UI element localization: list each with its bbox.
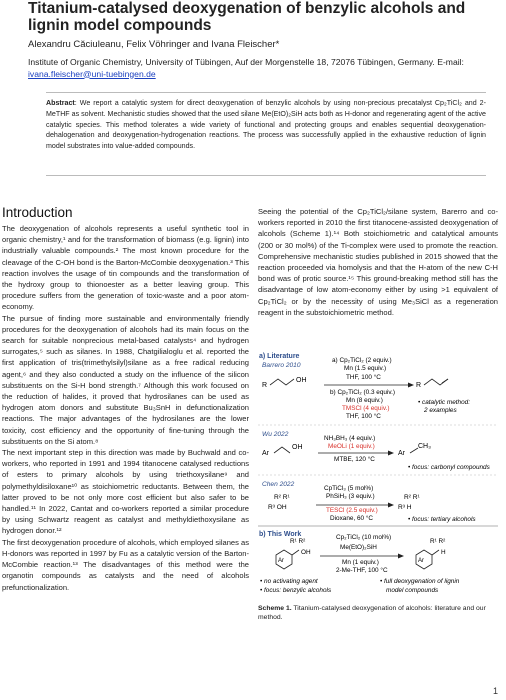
ref-wu: Wu 2022 — [262, 431, 289, 438]
page-number: 1 — [492, 686, 498, 696]
this-work-cond4: 2-Me-THF, 100 °C — [336, 567, 388, 574]
cond-b4: THF, 100 °C — [346, 413, 381, 420]
cond-a1: a) Cp₂TiCl₂ (2 equiv.) — [332, 357, 392, 364]
abstract — [46, 98, 486, 152]
note-benzylic-alcohols: • focus: benzylic alcohols — [260, 587, 332, 594]
this-work-cond3: Mn (1 equiv.) — [342, 559, 379, 566]
wu-prod-Ar: Ar — [398, 450, 405, 457]
author-list: Alexandru Căciuleanu, Felix Vöhringer and Ivana Fleischer* — [28, 39, 280, 50]
paragraph: The first deoxygenation procedure of alcohols, which employed silanes as H-donors was reported in 1997 by Fu as a catalytic version of the Barton-McCombie reaction.¹³ The disadvantages of this method were the organotin compounds as catalysts and the need of alcohols prefunctionalization. — [2, 537, 249, 592]
abstract-text: : We report a catalytic system for direct deoxygenation of benzylic alcohols by using non-precious precatalyst Cp₂TiCl₂ and 2-MeTHF as solvent. Mechanistic studies showed that the used silane Me(EtO)₂SiH acts both as H-donor and regenerating agent of the active catalytic species. This method tolerates a wide variety of functional and protecting groups and enables sequential deoxygenation-dehalogenation and deoxygenation-hydrogenation reactions. The process was successfully applied in the exhaustive reduction of lignin model substrates into value-added compounds. — [46, 99, 486, 151]
chen-note: • focus: tertiary alcohols — [408, 516, 476, 523]
abstract-label: Abstract — [46, 99, 75, 107]
this-work-sub-R: R¹ R² — [290, 538, 306, 545]
ref-chen: Chen 2022 — [262, 481, 295, 488]
abstract-top-rule — [46, 92, 486, 93]
arrow-head — [398, 554, 404, 559]
email-link[interactable]: ivana.fleischer@uni-tuebingen.de — [28, 68, 156, 79]
chen-cond1: CpTiCl₃ (5 mol%) — [324, 485, 374, 492]
scheme-caption — [258, 604, 498, 622]
affiliation-text: Institute of Organic Chemistry, University of Tübingen, Auf der Morgenstelle 18, 72076 Tübingen, Germany. E-mail: — [28, 57, 464, 67]
wu-note: • focus: carbonyl compounds — [408, 464, 490, 471]
ref-barrero: Barrero 2010 — [262, 362, 301, 369]
note-lignin-2: model compounds — [386, 587, 439, 594]
this-work-prod-H: H — [441, 549, 446, 556]
paragraph: The deoxygenation of alcohols represents a useful synthetic tool in organic chemistry,¹ and for the transformation of biomass (e.g. lignin) into industrially valuable compounds.² The most known procedure for the cleavage of the C-OH bond is the Barton-McCombie deoxygenation.³ This reaction involves the usage of tin compounds and the transformation of the hydroxy group to thionoester as a better leaving group. This procedure suffers from the generation of toxic-waste and a poor atom-economy. — [2, 224, 249, 312]
this-work-prod-R: R¹ R² — [430, 538, 446, 545]
paragraph: Seeing the potential of the Cp₂TiCl₂/silane system, Barerro and co-workers reported in 2010 the first titanocene-assisted deoxygenation of alcohols (Scheme 1).¹⁴ Both stoichiometric and catalytical amounts (200 or 30 mol%) of the Ti-complex were used to promote the reaction. Comprehensive mechanistic studies published in 2015 showed that the reaction proceeded via homolysis and that the H-atom of the new C-H bond was of protic source.¹⁵ This ground-breaking method still has the disadvantage of low atom-economy either by using >1 equivalent of Cp₂TiCl₂ or by the necessity of using Me₃SiCl as a regeneration reagent in the substoichiometric method. — [258, 207, 498, 317]
chen-sub-top: R² R¹ — [274, 494, 290, 501]
caption-text: Titanium-catalysed deoxygenation of alcohols: literature and our method. — [258, 605, 486, 621]
note-no-activating-agent: • no activating agent — [260, 578, 318, 585]
wu-cond3: MTBE, 120 °C — [334, 456, 375, 463]
chen-prod-bottom: R³ H — [398, 504, 412, 511]
barrero-substrate — [270, 379, 294, 385]
wu-prod-bond — [410, 448, 418, 453]
this-work-cond2: Me(EtO)₂SiH — [340, 544, 377, 551]
note-catalytic: • catalytic method: — [418, 399, 470, 406]
chen-sub-bottom: R³ OH — [268, 504, 287, 511]
wu-prod-CH3: CH₃ — [418, 443, 431, 450]
caption-label: Scheme 1. — [258, 605, 292, 612]
reaction-scheme — [258, 349, 498, 597]
cond-a3: THF, 100 °C — [346, 374, 381, 381]
arrow-head — [388, 451, 394, 456]
paragraph: The next important step in this direction was made by Buchwald and co-workers, who reported in 1991 and 1994 titanocene catalysed reductions of esters to primary alcohols by using triethoxysilane⁹ and polymethyldisiloxane¹⁰ as stoichiometric reductants. Between them, the latter proved to be not only more cost efficient but also safer to be handled.¹¹ In 2022, Cantat and co-workers reported a similar procedure by using Schwartz reagent as catalyst and methyldiethoxysilane as hydrogen donor.¹² — [2, 448, 249, 536]
note-lignin-1: • full deoxygenation of lignin — [380, 578, 460, 585]
wu-Ar: Ar — [262, 450, 269, 457]
chen-cond3-highlight: TESCl (2.5 equiv.) — [326, 507, 378, 514]
column-right — [258, 206, 498, 318]
this-work-Ar: Ar — [278, 558, 284, 564]
cond-b1: b) Cp₂TiCl₂ (0.3 equiv.) — [330, 389, 395, 396]
abstract-bottom-rule — [46, 175, 486, 176]
arrow-head — [408, 383, 414, 388]
cond-a2: Mn (1.5 equiv.) — [344, 365, 387, 372]
this-work-OH: OH — [301, 549, 311, 556]
paper-title: Titanium-catalysed deoxygenation of benzylic alcohols and lignin model compounds — [28, 0, 466, 34]
arrow-head — [388, 503, 394, 508]
column-left — [2, 223, 249, 593]
this-work-cond1: Cp₂TiCl₂ (10 mol%) — [336, 534, 392, 541]
barrero-product — [424, 379, 448, 385]
chen-prod-top: R² R¹ — [404, 494, 420, 501]
scheme-this-work-header: b) This Work — [259, 531, 302, 538]
affiliation — [28, 57, 478, 80]
section-heading-introduction: Introduction — [2, 205, 73, 220]
note-examples: 2 examples — [424, 407, 457, 414]
wu-substrate — [274, 447, 290, 453]
substrate-R: R — [262, 382, 268, 389]
wu-cond1: NH₃BH₃ (4 equiv.) — [324, 435, 376, 442]
product-R: R — [416, 382, 422, 389]
wu-OH: OH — [292, 444, 303, 451]
this-work-prod-Ar: Ar — [418, 558, 424, 564]
cond-b2: Mn (8 equiv.) — [346, 397, 383, 404]
scheme-literature-header: a) Literature — [259, 353, 300, 360]
chen-cond4: Dioxane, 60 °C — [330, 515, 374, 522]
paragraph: The pursue of finding more sustainable and environmentally friendly procedures for the deoxygenation of alcohols had its main focus on the search for suitable nonprecious metal-based catalysts⁴ and hydrogen surrogates,⁵ such as silanes. In 1988, Chatgilialoglu et al. reported the first application of tris(trimethylsilyl)silane as a free radical reducing agent,⁶ and they also conducted a study on the influence of the silicon substituents on the Si-H bond strength.⁷ Although this work focused on the reduction of halides, it proved that hydrosilanes can be used as hydrogen atom donors and substitute Bu₃SnH in defunctionalization reactions. The major advantages of the hydrosilanes are the lower toxicity, cost efficiency and the opportunity of fine-tuning through the substituents on the Si atom.⁸ — [2, 313, 249, 446]
substrate-OH: OH — [296, 377, 307, 384]
chen-cond2: PhSiH₃ (3 equiv.) — [326, 493, 375, 500]
wu-cond2-highlight: MeOLi (1 equiv.) — [328, 443, 375, 450]
cond-b3-highlight: TMSCl (4 equiv.) — [342, 405, 390, 412]
